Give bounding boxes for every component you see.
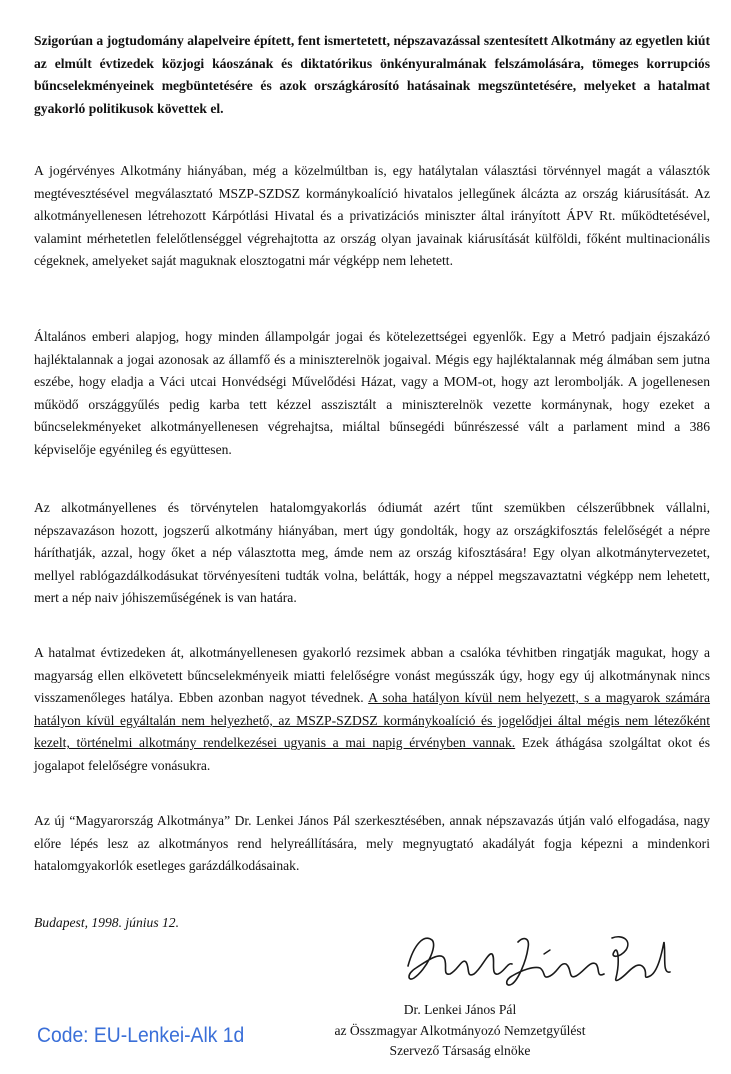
paragraph-5-end: Ezek áthágása szolgáltat okot és jogalapot felelőségre vonásukra. xyxy=(34,735,710,773)
paragraph-5-start: A hatalmat évtizedeken át, alkotmányellenesen gyakorló rezsimek abban a csalóka tévhitben ringatják magukat, hogy a magyarság ellen elkövetett bűncselekményeik miatti felelőségre vonást megússzák úgy, hogy egy új alkotmánynak nincs visszamenőleges hatálya. Ebben azonban nagyot tévednek. xyxy=(34,645,710,706)
paragraph-4: Az alkotmányellenes és törvénytelen hatalomgyakorlás ódiumát azért tűnt szemükben célszerűbbnek vállalni, népszavazáson hozott, jogszerű alkotmány hiányában, mert úgy gondolták, hogy az országkifosztás felelőségét a népre háríthatják, azzal, hogy őket a nép választotta meg, ámde nem az ország kifosztására! Egy olyan alkotmánytervezetet, mellyel rablógazdálkodásukat törvényesíteni tudták volna, belátták, hogy a néppel megszavaztatni végképp nem lehetett, mert a nép naiv jóhiszeműségének is van határa. xyxy=(34,500,710,606)
signer-name: Dr. Lenkei János Pál xyxy=(403,1002,517,1017)
signer-title-line-2: Szervező Társaság elnöke xyxy=(389,1043,531,1058)
paragraph-5 xyxy=(34,642,710,778)
paragraph-6: Az új “Magyarország Alkotmánya” Dr. Lenkei János Pál szerkesztésében, annak népszavazás útján való elfogadása, nagy előre lépés lesz az alkotmányos rend helyreállítására, mely megnyugtató akadályát fogja képezni a mindenkori hatalomgyakorlók esetleges garázdálkodásainak. xyxy=(34,813,710,874)
signature-block xyxy=(300,1000,620,1062)
handwritten-signature xyxy=(400,922,680,994)
date-line: Budapest, 1998. június 12. xyxy=(34,915,179,930)
paragraph-3: Általános emberi alapjog, hogy minden állampolgár jogai és kötelezettségei egyenlők. Egy a Metró padjain éjszakázó hajléktalannak a jogai azonosak az államfő és a miniszterelnök jogaival. Mégis egy hajléktalannak még álmában sem jutna eszébe, hogy eladja a Váci utcai Honvédségi Művelődési Házat, vagy a MOM-ot, hogy azt lerombolják. A jogellenesen működő országgyűlés pedig karba tett kézzel asszisztált a miniszterelnök vezette kormánynak, hogy ezeket a bűncselekményeket alkotmányellenesen végrehajtsa, miáltal bűnsegédi bűnrészessé vált a parlament mind a 386 képviselője egyénileg és együttesen. xyxy=(34,329,710,457)
paragraph-5-underlined: A soha hatályon kívül nem helyezett, s a magyarok számára hatályon kívül egyáltalán nem helyezhető, az MSZP-SZDSZ kormánykoalíció és jogelődjei által mégis nem létezőként kezelt, történelmi alkotmány rendelkezései ugyanis a mai napig érvényben vannak. xyxy=(34,690,711,751)
signer-title-line-1: az Összmagyar Alkotmányozó Nemzetgyűlést xyxy=(334,1022,586,1038)
paragraph-1: Szigorúan a jogtudomány alapelveire épített, fent ismertetett, népszavazással szentesített Alkotmány az egyetlen kiút az elmúlt évtizedek közjogi káoszának és diktatórikus önkényuralmának felszámolására, tömeges korrupciós bűncselekményeinek megbüntetésére és azok országkárosító hatásainak megszüntetésére, melyeket a hatalmat gyakorló politikusok követtek el. xyxy=(34,33,710,116)
document-code-label: Code: EU-Lenkei-Alk 1d xyxy=(37,1024,245,1047)
paragraph-2: A jogérvényes Alkotmány hiányában, még a közelmúltban is, egy hatálytalan választási törvénnyel magát a választók megtévesztésével megválasztató MSZP-SZDSZ kormánykoalíció hivatalos jellegűnek álcázta az ország kiárusítását. Az alkotmányellenesen létrehozott Kárpótlási Hivatal és a privatizációs miniszter által irányított ÁPV Rt. működtetésével, valamint mérhetetlen felelőtlenséggel végrehajtotta az ország olyan javainak kiárusítását külföldi, főként multinacionális cégeknek, amelyeket saját maguknak elosztogatni már végképp nem lehetett. xyxy=(34,163,710,269)
